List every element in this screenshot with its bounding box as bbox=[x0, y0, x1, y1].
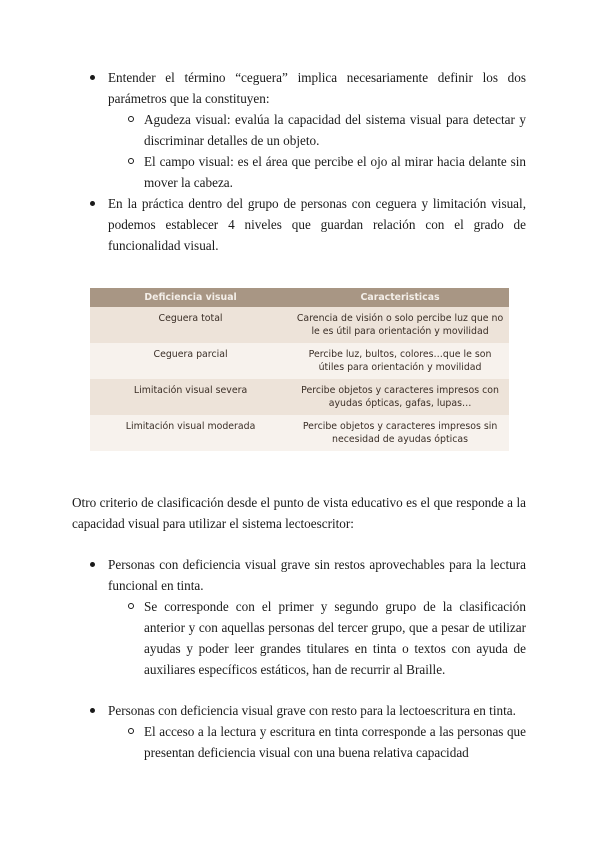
vision-levels-table bbox=[90, 288, 509, 451]
intro-bullet-list bbox=[108, 67, 526, 256]
bullet-item-con-resto bbox=[108, 700, 526, 763]
bullet-item-niveles bbox=[108, 193, 526, 256]
table-header-row bbox=[90, 288, 509, 307]
sub-bullet-list bbox=[108, 721, 526, 763]
bullet-text: Personas con deficiencia visual grave sin restos aprovechables para la lectura funcional en tinta. bbox=[108, 557, 526, 593]
table-row bbox=[90, 415, 509, 451]
bullet-text: Entender el término “ceguera” implica necesariamente definir los dos parámetros que la constituyen: bbox=[108, 70, 526, 106]
table-cell: Carencia de visión o solo percibe luz que no le es útil para orientación y movilidad bbox=[291, 307, 509, 343]
header-deficiencia: Deficiencia visual bbox=[90, 288, 291, 307]
table-row bbox=[90, 343, 509, 379]
table-cell: Percibe objetos y caracteres impresos con ayudas ópticas, gafas, lupas… bbox=[291, 379, 509, 415]
table-cell: Limitación visual severa bbox=[90, 379, 291, 415]
bullet-text: En la práctica dentro del grupo de personas con ceguera y limitación visual, podemos establecer 4 niveles que guardan relación con el grado de funcionalidad visual. bbox=[108, 196, 526, 253]
sub-bullet-list bbox=[108, 596, 526, 680]
braille-bullet bbox=[108, 554, 526, 680]
table-cell: Ceguera total bbox=[90, 307, 291, 343]
table-cell: Percibe objetos y caracteres impresos sin necesidad de ayudas ópticas bbox=[291, 415, 509, 451]
bullet-item-ceguera bbox=[108, 67, 526, 193]
sub-bullet-campo-visual: El campo visual: es el área que percibe el ojo al mirar hacia delante sin mover la cabeza. bbox=[144, 151, 526, 193]
table-cell: Percibe luz, bultos, colores…que le son útiles para orientación y movilidad bbox=[291, 343, 509, 379]
sub-bullet-list bbox=[108, 109, 526, 193]
table-cell: Limitación visual moderada bbox=[90, 415, 291, 451]
bullet-item-sin-restos bbox=[108, 554, 526, 680]
table-row bbox=[90, 307, 509, 343]
sub-bullet-braille: Se corresponde con el primer y segundo grupo de la clasificación anterior y con aquellas personas del tercer grupo, que a pesar de utilizar ayudas y poder leer grandes titulares en tinta o textos con ayuda de auxiliares específicos estáticos, han de recurrir al Braille. bbox=[144, 596, 526, 680]
classification-paragraph: Otro criterio de clasificación desde el punto de vista educativo es el que responde a la capacidad visual para utilizar el sistema lectoescritor: bbox=[72, 495, 526, 531]
table-row bbox=[90, 379, 509, 415]
tinta-bullet bbox=[108, 700, 526, 763]
header-caracteristicas: Caracteristicas bbox=[291, 288, 509, 307]
bullet-text: Personas con deficiencia visual grave con resto para la lectoescritura en tinta. bbox=[108, 703, 516, 718]
sub-bullet-tinta: El acceso a la lectura y escritura en tinta corresponde a las personas que presentan deficiencia visual con una buena relativa capacidad bbox=[144, 721, 526, 763]
sub-bullet-agudeza: Agudeza visual: evalúa la capacidad del sistema visual para detectar y discriminar detalles de un objeto. bbox=[144, 109, 526, 151]
table-cell: Ceguera parcial bbox=[90, 343, 291, 379]
